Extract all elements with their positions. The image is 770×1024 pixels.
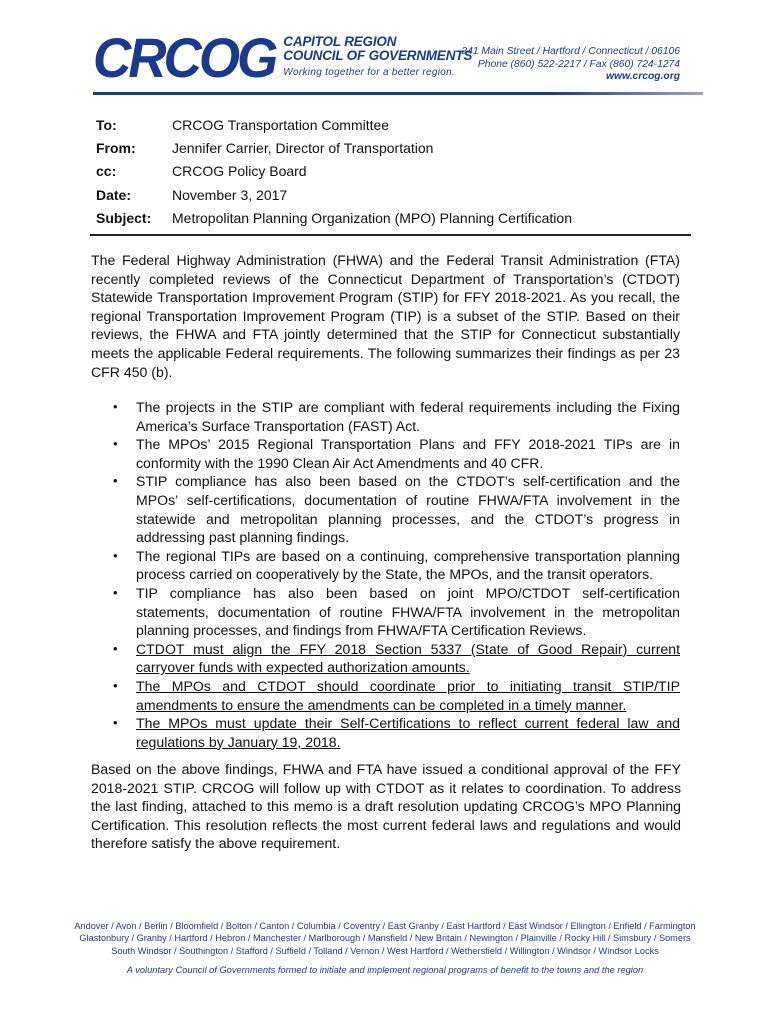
bullet-icon: • xyxy=(113,584,118,600)
finding-item-underlined xyxy=(91,640,680,677)
finding-text: The MPOs must update their Self-Certifications to reflect current federal law and regulations by January 19, 2018. xyxy=(136,715,680,750)
findings-list xyxy=(91,398,680,751)
memo-from-value: Jennifer Carrier, Director of Transportation xyxy=(172,140,434,157)
logo-wordmark: CRCOG xyxy=(93,27,276,90)
memo-date-value: November 3, 2017 xyxy=(172,186,288,203)
memo-to-row xyxy=(96,116,572,139)
org-name-line1: CAPITOL REGION xyxy=(283,34,397,49)
footer-tagline: A voluntary Council of Governments formed to initiate and implement regional programs of benefit to the towns and the region xyxy=(126,965,644,975)
memo-subject-row xyxy=(96,209,572,232)
address-phone-fax: Phone (860) 522-2217 / Fax (860) 724-1274 xyxy=(477,58,680,70)
finding-item-underlined xyxy=(91,677,680,714)
memo-date-label: Date: xyxy=(96,186,132,203)
bullet-icon: • xyxy=(113,640,118,656)
towns-line: South Windsor / Southington / Stafford / Suffield / Tolland / Vernon / West Hartford / Wethersfield / Willington / Windsor / Windsor Locks xyxy=(111,945,659,956)
finding-item-underlined xyxy=(91,714,680,751)
finding-text: The MPOs and CTDOT should coordinate prior to initiating transit STIP/TIP amendments to ensure the amendments can be completed in a timely manner. xyxy=(136,677,680,713)
finding-item xyxy=(91,584,680,640)
finding-item xyxy=(91,472,680,546)
finding-text: The regional TIPs are based on a continuing, comprehensive transportation planning process carried on cooperatively by the State, the MPOs, and the transit operators. xyxy=(136,547,680,583)
memo-cc-row xyxy=(96,162,572,185)
finding-text: TIP compliance has also been based on joint MPO/CTDOT self-certification statements, documentation of routine FHWA/FTA involvement in the metropolitan planning processes, and findings from FHWA/FTA Certification Reviews. xyxy=(136,584,680,639)
memo-subject-label: Subject: xyxy=(96,209,152,226)
memo-cc-label: cc: xyxy=(96,163,117,180)
address-street: 241 Main Street / Hartford / Connecticut / 06106 xyxy=(461,46,680,57)
bullet-icon: • xyxy=(113,715,118,731)
bullet-icon: • xyxy=(113,677,118,693)
finding-item xyxy=(91,547,680,584)
memo-to-label: To: xyxy=(96,117,117,133)
org-address xyxy=(461,46,680,84)
bullet-icon: • xyxy=(113,399,118,414)
finding-item xyxy=(91,435,680,472)
memo-from-row xyxy=(96,139,572,162)
memo-to-value: CRCOG Transportation Committee xyxy=(172,117,390,133)
intro-paragraph: The Federal Highway Administration (FHWA) and the Federal Transit Administration (FTA) recently completed reviews of the Connecticut Department of Transportation’s (CTDOT) Statewide Transportation Improvement Program (STIP) for FFY 2018-2021. As you recall, the regional Transportation Improvement Program (TIP) is a subset of the STIP. Based on their reviews, the FHWA and FTA jointly determined that the STIP for Connecticut substantially meets the applicable Federal requirements. The following summarizes their findings as per 23 CFR 450 (b). xyxy=(91,252,680,380)
org-name-line2: COUNCIL OF GOVERNMENTS xyxy=(283,48,473,63)
bullet-icon: • xyxy=(113,436,118,452)
finding-text: CTDOT must align the FFY 2018 Section 5337 (State of Good Repair) current carryover funds with expected authorization amounts. xyxy=(136,640,680,676)
memo-header-divider xyxy=(90,234,691,236)
conclusion-paragraph: Based on the above findings, FHWA and FTA have issued a conditional approval of the FFY 2018-2021 STIP. CRCOG will follow up with CTDOT as it relates to coordination. To address the last finding, attached to this memo is a draft resolution updating CRCOG’s MPO Planning Certification. This resolution reflects the most current federal laws and regulations and would therefore satisfy the above requirement. xyxy=(91,761,681,852)
org-tagline: Working together for a better region. xyxy=(283,67,456,78)
finding-item xyxy=(91,398,680,435)
memo-header xyxy=(96,116,572,232)
finding-text: The projects in the STIP are compliant with federal requirements including the Fixing America’s Surface Transportation (FAST) Act. xyxy=(136,399,680,434)
crcog-logo xyxy=(93,27,473,90)
towns-line: Andover / Avon / Berlin / Bloomfield / Bolton / Canton / Columbia / Coventry / East Granby / East Hartford / East Windsor / Ellington / Enfield / Farmington xyxy=(74,921,696,931)
finding-text: The MPOs’ 2015 Regional Transportation Plans and FFY 2018-2021 TIPs are in conformity with the 1990 Clean Air Act Amendments and 40 CFR. xyxy=(136,436,680,471)
bullet-icon: • xyxy=(113,547,118,563)
memo-subject-value: Metropolitan Planning Organization (MPO) Planning Certification xyxy=(172,209,572,226)
website-link[interactable]: www.crcog.org xyxy=(606,71,680,82)
memo-date-row xyxy=(96,186,572,209)
towns-line: Glastonbury / Granby / Hartford / Hebron / Manchester / Marlborough / Mansfield / New Britain / Newington / Plainville / Rocky Hill / Simsbury / Somers xyxy=(79,933,691,944)
finding-text: STIP compliance has also been based on the CTDOT’s self-certification and the MPOs’ self-certifications, documentation of routine FHWA/FTA involvement in the statewide and metropolitan planning processes, and the CTDOT’s progress in addressing past planning findings. xyxy=(136,473,680,546)
bullet-icon: • xyxy=(113,473,118,489)
member-towns xyxy=(40,920,730,957)
logo-org-block xyxy=(283,35,472,78)
memo-from-label: From: xyxy=(96,140,136,157)
memo-cc-value: CRCOG Policy Board xyxy=(172,163,307,180)
letterhead-divider xyxy=(93,92,703,95)
